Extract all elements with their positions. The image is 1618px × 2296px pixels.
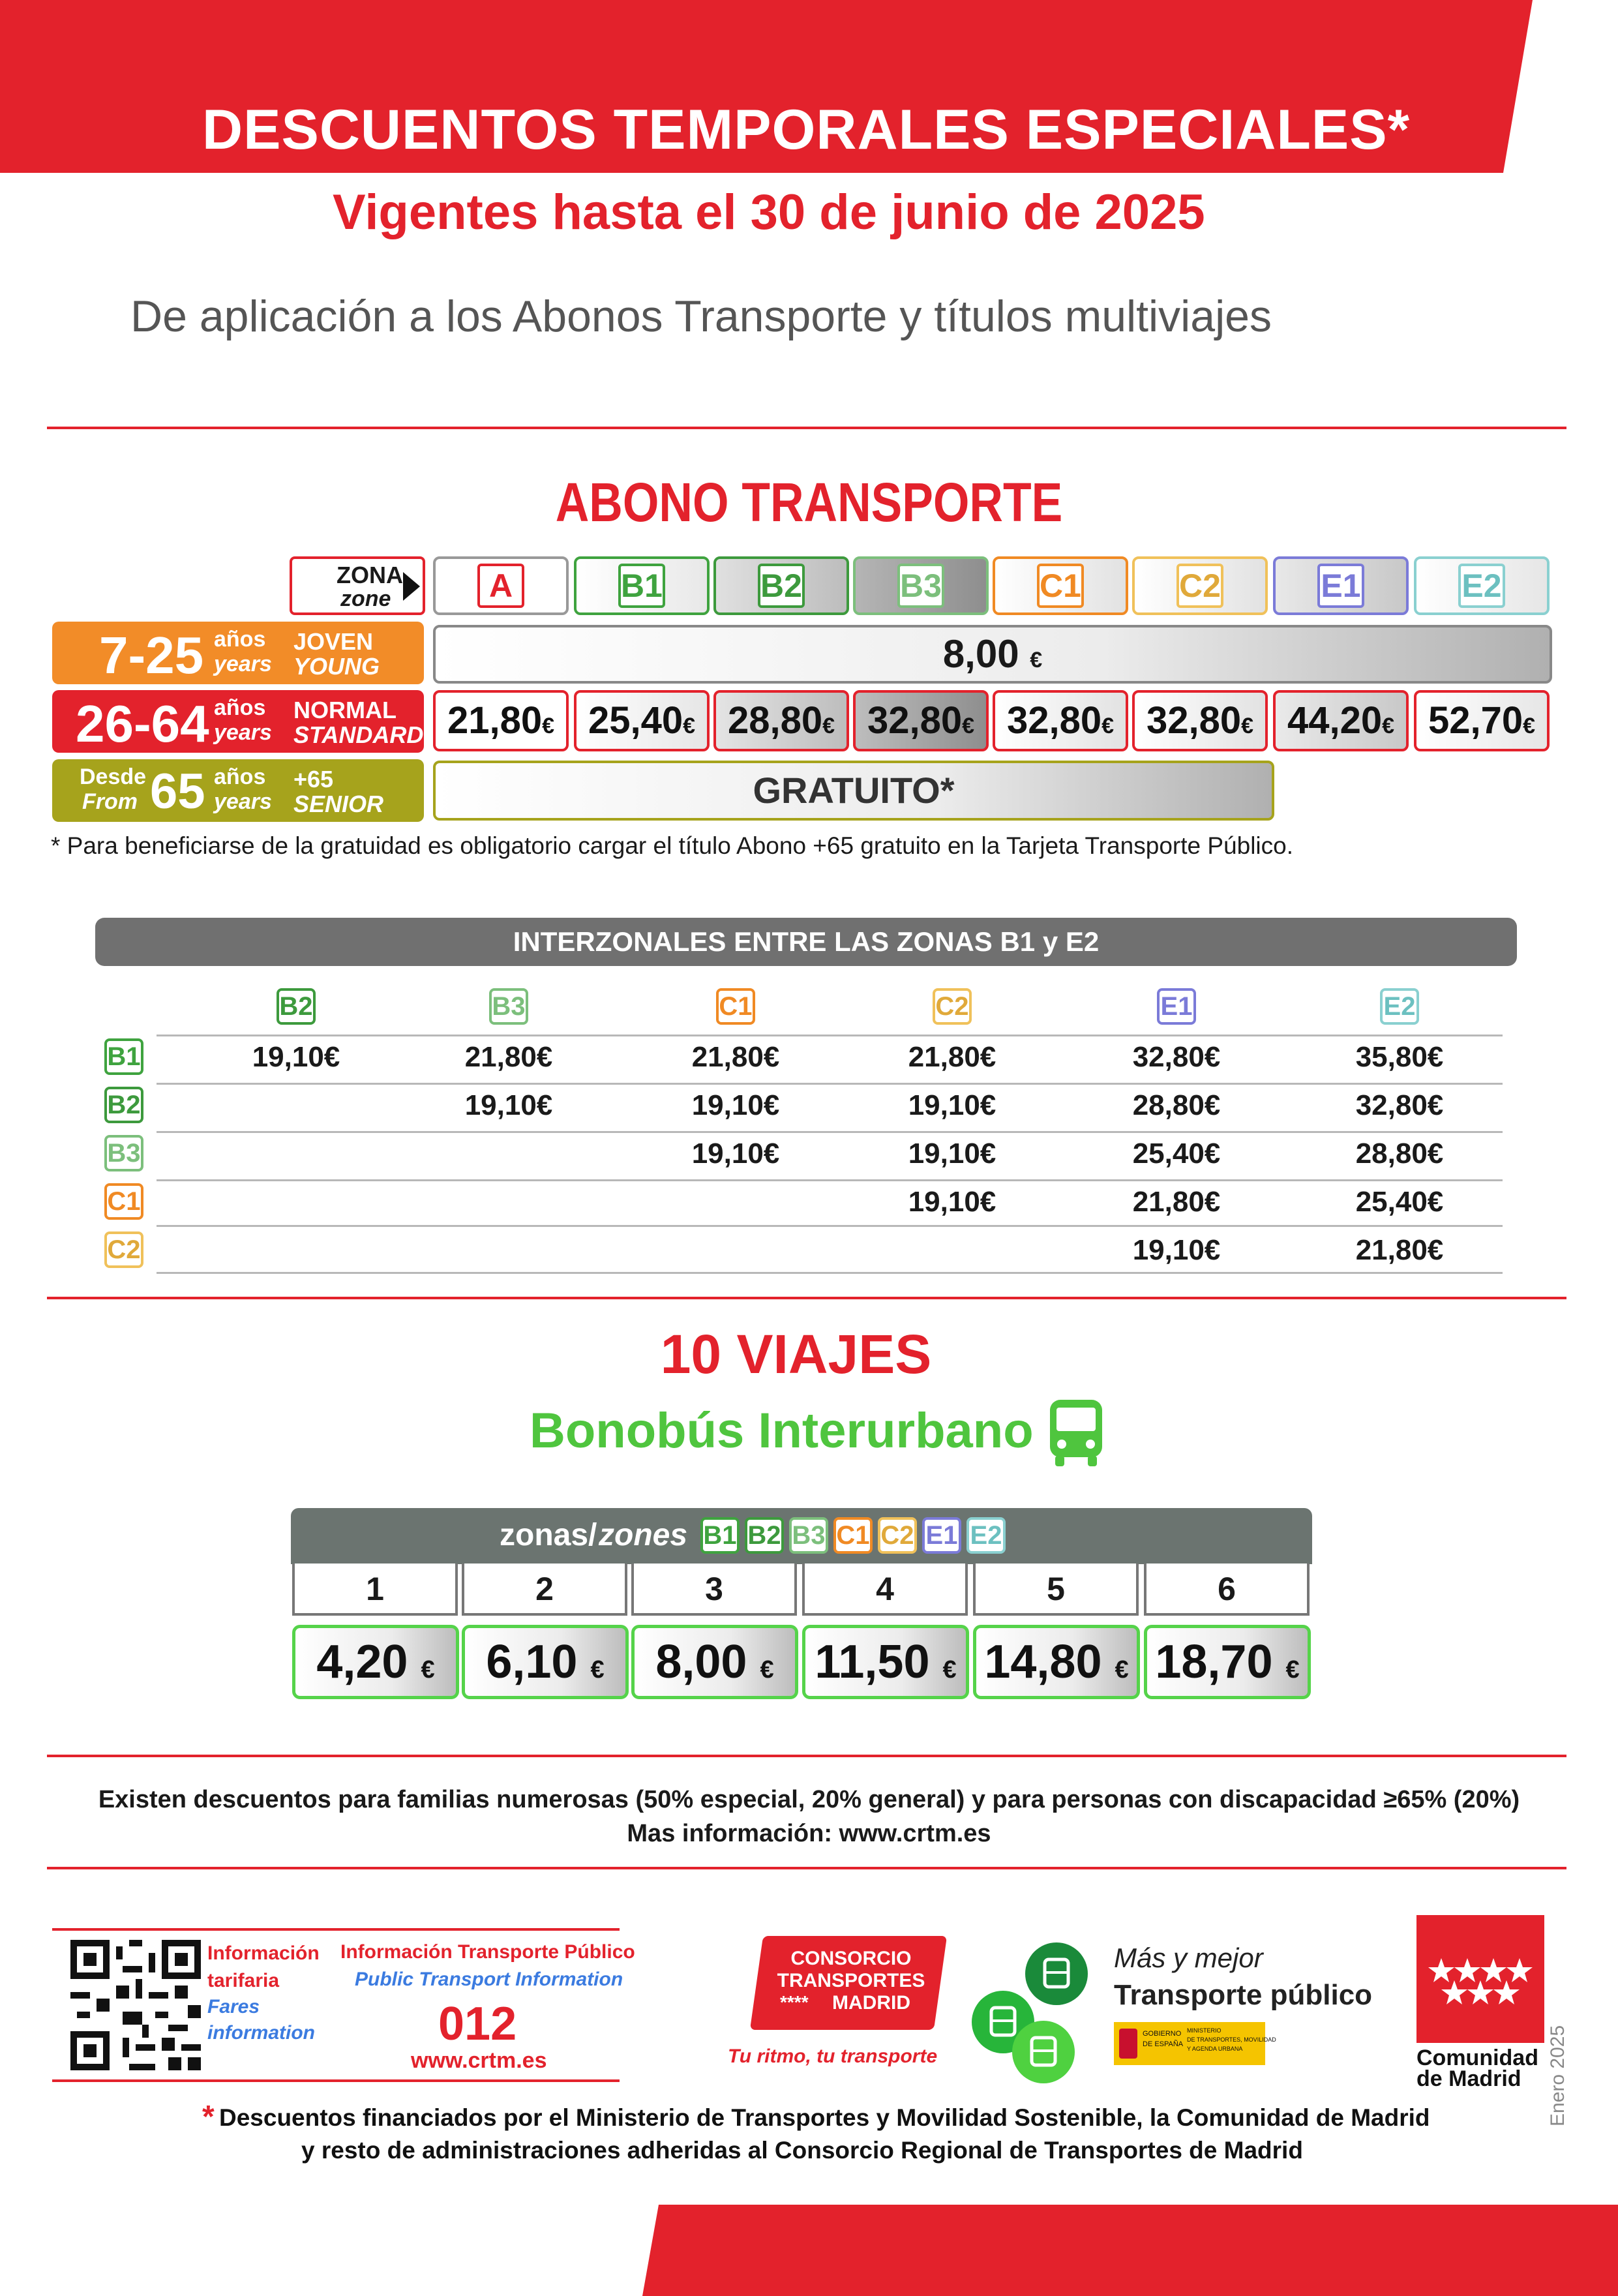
zone-tag-C1: C1 bbox=[1037, 564, 1084, 608]
age-anos: años bbox=[214, 695, 266, 720]
table-cell: 28,80€ bbox=[1132, 1089, 1221, 1121]
viajes-price-1 bbox=[292, 1625, 459, 1699]
euro-sign: € bbox=[760, 1656, 774, 1684]
zone-header-C1 bbox=[993, 556, 1128, 615]
table-cell: 21,80€ bbox=[464, 1041, 553, 1073]
viajes-price-5 bbox=[973, 1625, 1140, 1699]
age-anos: años bbox=[214, 627, 266, 652]
age-range: 7-25 bbox=[99, 626, 204, 684]
table-cell: 25,40€ bbox=[1132, 1138, 1221, 1170]
price-normal-C2 bbox=[1132, 690, 1268, 751]
euro-sign: € bbox=[590, 1656, 605, 1684]
row-tag-C2: C2 bbox=[104, 1231, 143, 1268]
age-box-young bbox=[52, 622, 424, 684]
table-cell: 19,10€ bbox=[908, 1138, 996, 1170]
consorcio-stars: **** bbox=[780, 1992, 809, 2012]
price-value: 32,80 bbox=[1146, 699, 1242, 742]
viajes-subtitle: Bonobús Interurbano bbox=[530, 1403, 1034, 1458]
zone-count-1: 1 bbox=[292, 1563, 458, 1616]
gobierno-text-1: GOBIERNO bbox=[1143, 2030, 1182, 2038]
web-link[interactable]: www.crtm.es bbox=[411, 2048, 547, 2073]
zone-tag-E1: E1 bbox=[922, 1517, 961, 1554]
zone-tag-C2: C2 bbox=[878, 1517, 917, 1554]
table-cell: 21,80€ bbox=[1132, 1186, 1221, 1218]
zone-tag-C2: C2 bbox=[1176, 564, 1223, 608]
euro-sign: € bbox=[1101, 714, 1115, 738]
mas-mejor-2: Transporte público bbox=[1114, 1979, 1373, 2011]
divider bbox=[47, 427, 1566, 429]
zone-tag-B2: B2 bbox=[745, 1517, 784, 1554]
row-tag-B2: B2 bbox=[104, 1087, 143, 1123]
finance-star: * bbox=[202, 2100, 215, 2134]
row-tag-B3: B3 bbox=[104, 1135, 143, 1171]
qr-code-icon[interactable] bbox=[70, 1940, 201, 2070]
price-senior: GRATUITO* bbox=[433, 761, 1274, 821]
row-tag-C1: C1 bbox=[104, 1183, 143, 1220]
finance-text-2: y resto de administraciones adheridas al Consorcio Regional de Transportes de Madrid bbox=[301, 2137, 1303, 2164]
euro-sign: € bbox=[542, 714, 555, 738]
age-category-en: SENIOR bbox=[293, 791, 384, 817]
euro-sign: € bbox=[962, 714, 975, 738]
row-line bbox=[157, 1035, 1503, 1036]
table-cell: 28,80€ bbox=[1355, 1138, 1444, 1170]
euro-sign: € bbox=[1285, 1656, 1300, 1684]
info-tarifaria: Información bbox=[207, 1942, 320, 1964]
col-tag-C2: C2 bbox=[933, 988, 972, 1025]
zone-header-A bbox=[433, 556, 569, 615]
age-range: 26-64 bbox=[76, 695, 209, 753]
zone-tag-C1: C1 bbox=[833, 1517, 873, 1554]
zona-label: ZONA bbox=[337, 562, 403, 588]
age-years: years bbox=[214, 789, 272, 814]
age-years: years bbox=[214, 652, 272, 676]
table-cell: 19,10€ bbox=[908, 1089, 996, 1121]
euro-sign: € bbox=[1382, 714, 1395, 738]
comunidad-text-2: de Madrid bbox=[1416, 2066, 1521, 2091]
age-box-senior bbox=[52, 759, 424, 822]
table-cell: 19,10€ bbox=[464, 1089, 553, 1121]
zone-tag-E2: E2 bbox=[966, 1517, 1006, 1554]
zone-count-3: 3 bbox=[631, 1563, 797, 1616]
divider bbox=[47, 1755, 1566, 1757]
viajes-price-3 bbox=[631, 1625, 798, 1699]
interzonales-title: INTERZONALES ENTRE LAS ZONAS B1 y E2 bbox=[95, 918, 1517, 966]
row-line bbox=[157, 1225, 1503, 1227]
col-tag-B2: B2 bbox=[277, 988, 316, 1025]
price-value: 8,00 bbox=[655, 1636, 747, 1688]
gobierno-text-2: DE ESPAÑA bbox=[1143, 2040, 1184, 2048]
table-cell: 19,10€ bbox=[252, 1041, 340, 1073]
pti-label: Public Transport Information bbox=[355, 1969, 623, 1990]
table-cell: 35,80€ bbox=[1355, 1041, 1444, 1073]
price-value: 32,80 bbox=[1006, 699, 1102, 742]
euro-sign: € bbox=[822, 714, 835, 738]
viajes-price-2 bbox=[462, 1625, 629, 1699]
discount-text: Existen descuentos para familias numerosas (50% especial, 20% general) y para personas con discapacidad ≥65% (20%) bbox=[98, 1786, 1520, 1813]
euro-sign: € bbox=[942, 1656, 957, 1684]
euro-sign: € bbox=[421, 1656, 435, 1684]
coat-of-arms-icon bbox=[1119, 2029, 1137, 2059]
phone-number[interactable]: 012 bbox=[438, 1998, 517, 2050]
finance-text-1: Descuentos financiados por el Ministerio de Transportes y Movilidad Sostenible, la Comunidad de Madrid bbox=[219, 2104, 1430, 2131]
table-cell: 19,10€ bbox=[908, 1186, 996, 1218]
zone-tag-B3: B3 bbox=[897, 564, 944, 608]
age-desde: Desde bbox=[80, 764, 147, 789]
senior-note: * Para beneficiarse de la gratuidad es obligatorio cargar el título Abono +65 gratuito en la Tarjeta Transporte Público. bbox=[51, 832, 1293, 859]
consorcio-slogan: Tu ritmo, tu transporte bbox=[728, 2046, 938, 2067]
table-cell: 21,80€ bbox=[1355, 1234, 1444, 1266]
footer-band bbox=[0, 2205, 1618, 2296]
age-number: 65 bbox=[150, 764, 205, 819]
divider bbox=[47, 1297, 1566, 1299]
zone-tag-E2: E2 bbox=[1458, 564, 1505, 608]
table-cell: 32,80€ bbox=[1355, 1089, 1444, 1121]
mas-mejor-1: Más y mejor bbox=[1114, 1942, 1263, 1973]
age-category: +65 bbox=[293, 766, 334, 793]
row-line bbox=[157, 1083, 1503, 1085]
col-tag-B3: B3 bbox=[489, 988, 528, 1025]
euro-sign: € bbox=[1241, 714, 1254, 738]
transport-icons bbox=[965, 1935, 1115, 2085]
zone-count-2: 2 bbox=[462, 1563, 627, 1616]
row-line bbox=[157, 1272, 1503, 1274]
age-category: JOVEN bbox=[293, 628, 374, 655]
price-value: 52,70 bbox=[1428, 699, 1523, 742]
ministerio-text-1: MINISTERIO bbox=[1187, 2027, 1221, 2034]
euro-sign: € bbox=[1030, 648, 1043, 672]
zone-tag-B1: B1 bbox=[700, 1517, 740, 1554]
zone-header-B1 bbox=[574, 556, 710, 615]
price-value: 6,10 bbox=[486, 1636, 578, 1688]
price-value: 4,20 bbox=[316, 1636, 408, 1688]
row-line bbox=[157, 1179, 1503, 1181]
zone-count-6: 6 bbox=[1144, 1563, 1310, 1616]
price-normal-B3 bbox=[853, 690, 989, 751]
zones-label: zones bbox=[599, 1518, 688, 1552]
zone-header-E2 bbox=[1414, 556, 1550, 615]
age-years: years bbox=[214, 720, 272, 745]
row-line bbox=[157, 1131, 1503, 1133]
viajes-price-4 bbox=[802, 1625, 969, 1699]
footer-line bbox=[52, 1928, 620, 1931]
arrow-right-icon bbox=[402, 571, 421, 602]
price-normal-A bbox=[433, 690, 569, 751]
more-info-text: Mas información: www.crtm.es bbox=[627, 1820, 991, 1847]
zone-header-B3 bbox=[853, 556, 989, 615]
page-subtitle: Vigentes hasta el 30 de junio de 2025 bbox=[333, 185, 1205, 240]
price-young bbox=[433, 625, 1552, 684]
table-cell: 32,80€ bbox=[1132, 1041, 1221, 1073]
col-tag-E2: E2 bbox=[1380, 988, 1419, 1025]
viajes-price-6 bbox=[1144, 1625, 1311, 1699]
price-value: 25,40 bbox=[588, 699, 683, 742]
zona-label-box bbox=[290, 556, 425, 615]
itp-label: Información Transporte Público bbox=[340, 1941, 635, 1963]
price-value: 44,20 bbox=[1287, 699, 1383, 742]
age-from: From bbox=[82, 789, 138, 814]
divider bbox=[47, 1867, 1566, 1869]
table-cell: 25,40€ bbox=[1355, 1186, 1444, 1218]
consorcio-text-3: MADRID bbox=[832, 1992, 910, 2014]
zone-label: zone bbox=[340, 586, 391, 611]
price-value: 18,70 bbox=[1155, 1636, 1273, 1688]
viajes-title: 10 VIAJES bbox=[660, 1323, 932, 1385]
price-normal-E2 bbox=[1414, 690, 1550, 751]
age-category-en: YOUNG bbox=[293, 653, 380, 680]
euro-sign: € bbox=[683, 714, 696, 738]
zone-tag-B2: B2 bbox=[758, 564, 805, 608]
zone-header-E1 bbox=[1273, 556, 1409, 615]
age-anos: años bbox=[214, 764, 266, 789]
price-value: 32,80 bbox=[867, 699, 963, 742]
ministerio-text-3: Y AGENDA URBANA bbox=[1187, 2046, 1243, 2052]
row-tag-B1: B1 bbox=[104, 1038, 143, 1075]
zone-header-C2 bbox=[1132, 556, 1268, 615]
gobierno-logo bbox=[1114, 2022, 1276, 2065]
zone-header-B2 bbox=[713, 556, 849, 615]
price-normal-B1 bbox=[574, 690, 710, 751]
zonas-label: zonas/ bbox=[500, 1518, 597, 1552]
ministerio-text-2: DE TRANSPORTES, MOVILIDAD bbox=[1187, 2036, 1276, 2043]
col-tag-E1: E1 bbox=[1157, 988, 1196, 1025]
col-tag-C1: C1 bbox=[716, 988, 755, 1025]
comunidad-text-1: Comunidad bbox=[1416, 2046, 1538, 2070]
price-young-value: 8,00 bbox=[942, 632, 1019, 676]
price-value: 14,80 bbox=[984, 1636, 1102, 1688]
zone-tag-E1: E1 bbox=[1317, 564, 1364, 608]
table-cell: 19,10€ bbox=[1132, 1234, 1221, 1266]
fares-info-2: information bbox=[207, 2022, 315, 2044]
table-cell: 19,10€ bbox=[691, 1089, 780, 1121]
info-tarifaria-2: tarifaria bbox=[207, 1970, 280, 1991]
price-value: 11,50 bbox=[815, 1636, 930, 1688]
zone-count-4: 4 bbox=[802, 1563, 968, 1616]
price-normal-C1 bbox=[993, 690, 1128, 751]
intro-text: De aplicación a los Abonos Transporte y títulos multiviajes bbox=[130, 292, 1272, 341]
euro-sign: € bbox=[1115, 1656, 1129, 1684]
consorcio-text-1: CONSORCIO bbox=[790, 1948, 912, 1969]
consorcio-text-2: TRANSPORTES bbox=[777, 1970, 925, 1991]
price-value: 21,80 bbox=[447, 699, 543, 742]
zone-count-5: 5 bbox=[973, 1563, 1139, 1616]
price-normal-B2 bbox=[713, 690, 849, 751]
viajes-zones-header bbox=[291, 1508, 1312, 1564]
table-cell: 21,80€ bbox=[691, 1041, 780, 1073]
age-category: NORMAL bbox=[293, 697, 397, 723]
page-title: DESCUENTOS TEMPORALES ESPECIALES* bbox=[202, 98, 1411, 161]
age-box-normal bbox=[52, 690, 424, 753]
euro-sign: € bbox=[1523, 714, 1536, 738]
age-category-en: STANDARD bbox=[293, 721, 424, 748]
edition-date: Enero 2025 bbox=[1547, 2025, 1568, 2126]
table-cell: 19,10€ bbox=[691, 1138, 780, 1170]
zone-tag-B3: B3 bbox=[789, 1517, 828, 1554]
stars-icon bbox=[1416, 1915, 1544, 2043]
price-normal-E1 bbox=[1273, 690, 1409, 751]
zone-tag-A: A bbox=[477, 564, 524, 608]
fares-info: Fares bbox=[207, 1996, 260, 2017]
price-value: 28,80 bbox=[727, 699, 823, 742]
table-cell: 21,80€ bbox=[908, 1041, 996, 1073]
footer-line bbox=[52, 2079, 620, 2082]
abono-title: ABONO TRANSPORTE bbox=[555, 472, 1063, 533]
bus-icon bbox=[1046, 1397, 1106, 1468]
zone-tag-B1: B1 bbox=[618, 564, 665, 608]
